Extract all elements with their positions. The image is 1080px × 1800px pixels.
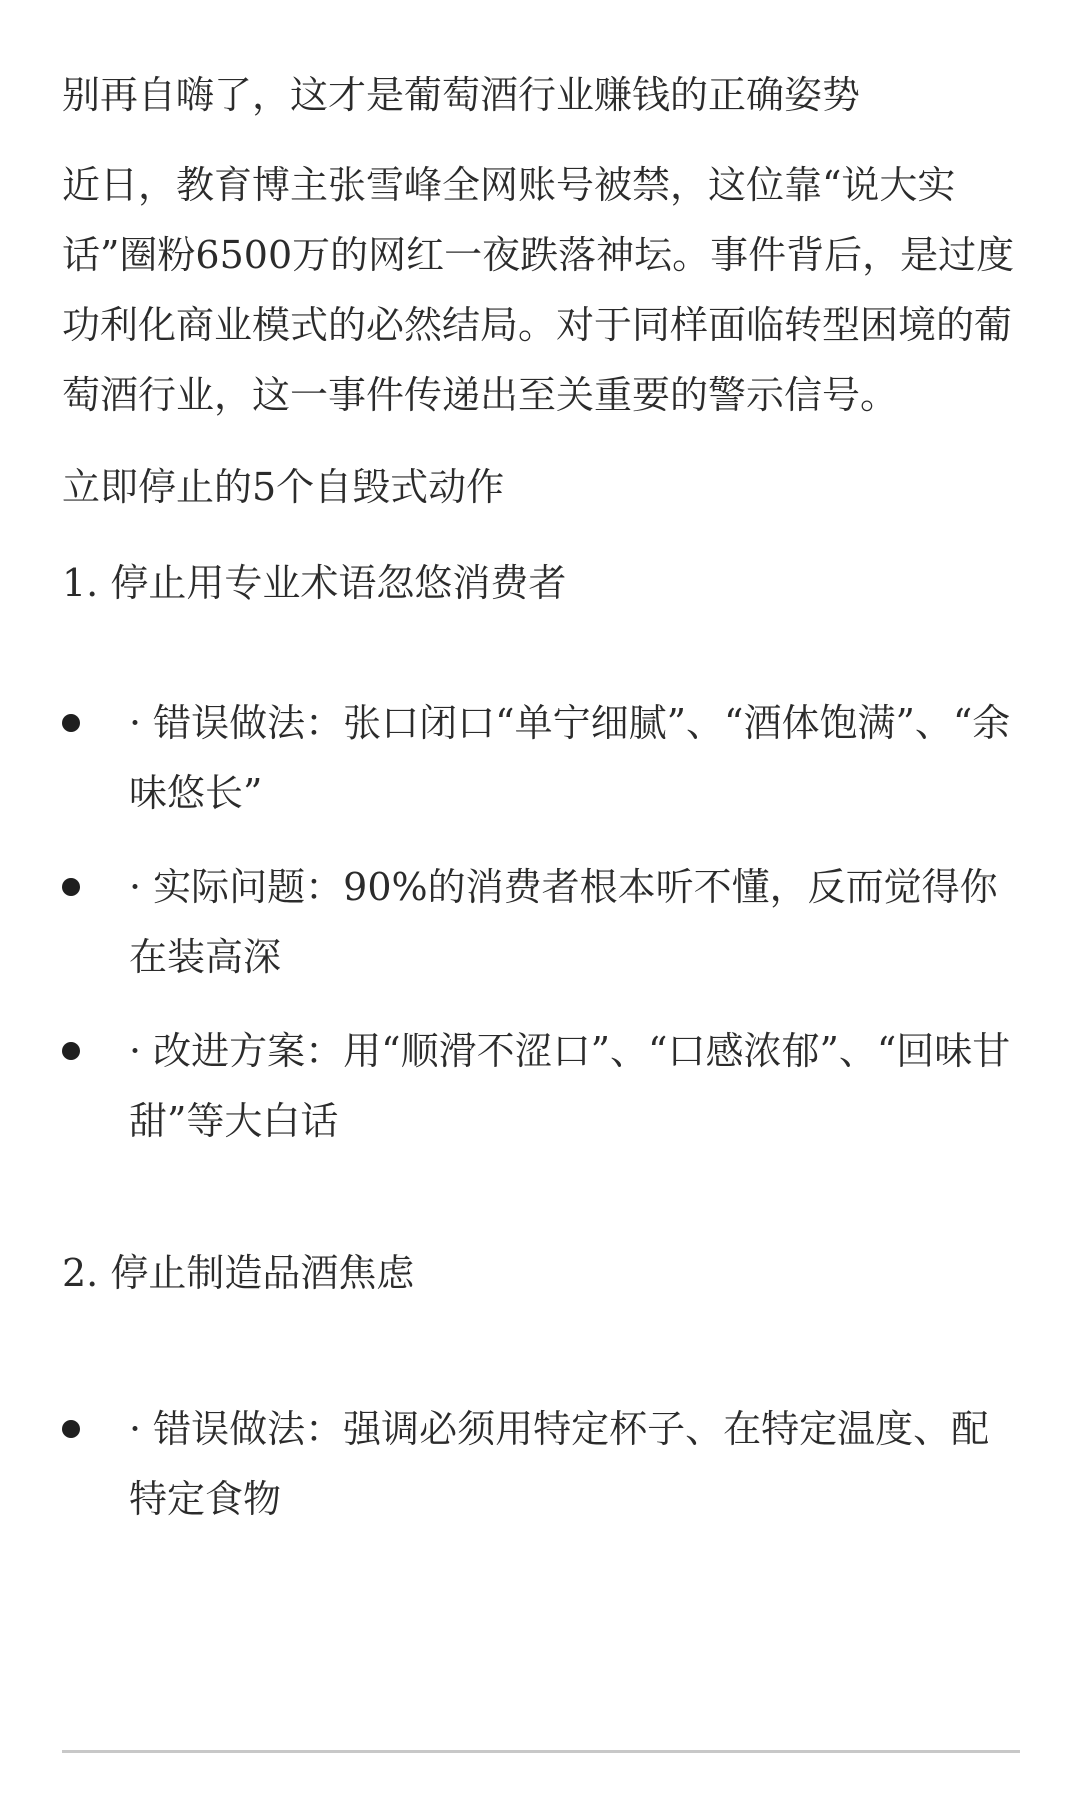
- bullet-dot-icon: [62, 1420, 80, 1438]
- bullet-item: [62, 852, 1020, 992]
- item-heading: 1. 停止用专业术语忽悠消费者: [62, 561, 567, 605]
- divider: [62, 1750, 1020, 1753]
- bullet-list: [62, 688, 1020, 1156]
- bullet-text: · 改进方案：用“顺滑不涩口”、“口感浓郁”、“回味甘甜”等大白话: [129, 1029, 1011, 1143]
- article-title: 别再自嗨了，这才是葡萄酒行业赚钱的正确姿势: [62, 73, 861, 117]
- bullet-text: · 错误做法：张口闭口“单宁细腻”、“酒体饱满”、“余味悠长”: [129, 701, 1011, 815]
- bullet-text: · 实际问题：90%的消费者根本听不懂，反而觉得你在装高深: [129, 865, 998, 979]
- article: [62, 0, 1020, 1534]
- bullet-item: [62, 688, 1020, 828]
- item-heading: 2. 停止制造品酒焦虑: [62, 1251, 415, 1295]
- bullet-text: · 错误做法：强调必须用特定杯子、在特定温度、配特定食物: [129, 1407, 990, 1521]
- bullet-item: [62, 1394, 1020, 1534]
- bullet-dot-icon: [62, 714, 80, 732]
- bullet-dot-icon: [62, 1042, 80, 1060]
- bullet-list: [62, 1394, 1020, 1534]
- intro-paragraph: 近日，教育博主张雪峰全网账号被禁，这位靠“说大实话”圈粉6500万的网红一夜跌落神坛。事件背后，是过度功利化商业模式的必然结局。对于同样面临转型困境的葡萄酒行业，这一事件传递出至关重要的警示信号。: [62, 163, 1015, 417]
- bullet-item: [62, 1016, 1020, 1156]
- bullet-dot-icon: [62, 878, 80, 896]
- section-title: 立即停止的5个自毁式动作: [62, 465, 505, 509]
